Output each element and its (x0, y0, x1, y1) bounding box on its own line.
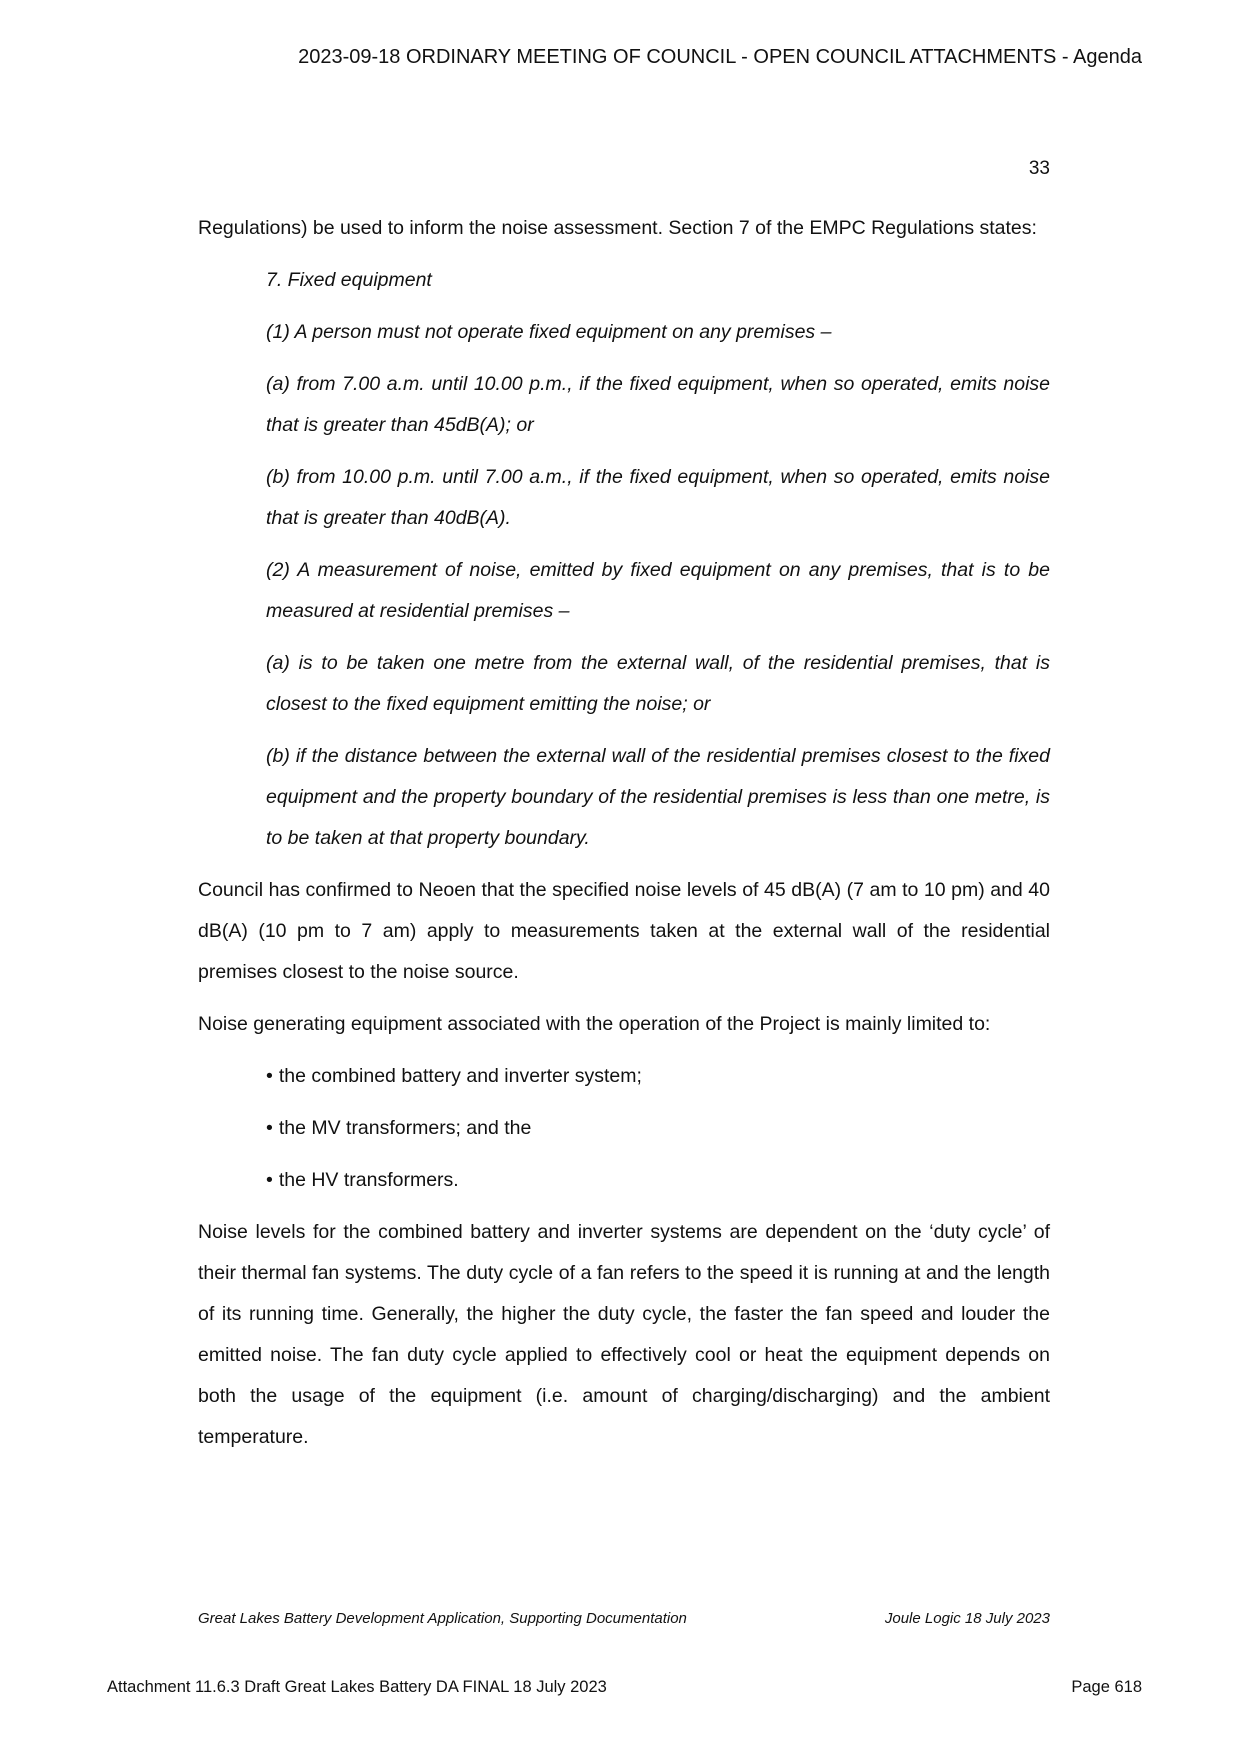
regulation-clause-1: (1) A person must not operate fixed equipment on any premises – (266, 321, 832, 343)
attachment-page-number: Page 618 (1071, 1678, 1142, 1696)
list-item-text: the MV transformers; and the (278, 1117, 532, 1139)
regulation-clause-2b: (b) if the distance between the external wall of the residential premises closest to the fixed equipment and the property boundary of the residential premises is less than one metre, is to be taken at that property boundary. (266, 745, 1050, 849)
bullet-icon: • (266, 1169, 273, 1191)
equipment-paragraph: Noise generating equipment associated with the operation of the Project is mainly limited to: (198, 1013, 991, 1035)
regulation-title: 7. Fixed equipment (266, 269, 432, 291)
list-item (266, 1108, 1050, 1149)
document-body (198, 208, 1050, 1469)
bullet-icon: • (266, 1065, 273, 1087)
regulation-clause-1b: (b) from 10.00 p.m. until 7.00 a.m., if the fixed equipment, when so operated, emits noise that is greater than 40dB(A). (266, 466, 1050, 529)
list-item-text: the HV transformers. (278, 1169, 459, 1191)
document-footer-title: Great Lakes Battery Development Application, Supporting Documentation (198, 1610, 687, 1627)
bullet-icon: • (266, 1117, 273, 1139)
document-footer-author-date: Joule Logic 18 July 2023 (884, 1610, 1050, 1627)
council-paragraph: Council has confirmed to Neoen that the specified noise levels of 45 dB(A) (7 am to 10 pm) and 40 dB(A) (10 pm to 7 am) apply to measurements taken at the external wall of the residential premises closest to the noise source. (198, 879, 1050, 983)
list-item-text: the combined battery and inverter system; (278, 1065, 642, 1087)
regulation-clause-1a: (a) from 7.00 a.m. until 10.00 p.m., if the fixed equipment, when so operated, emits noise that is greater than 45dB(A); or (266, 373, 1050, 436)
regulation-clause-2: (2) A measurement of noise, emitted by fixed equipment on any premises, that is to be measured at residential premises – (266, 559, 1050, 622)
page-number: 33 (1028, 158, 1050, 179)
equipment-list (266, 1056, 1050, 1201)
list-item (266, 1160, 1050, 1201)
agenda-header: 2023-09-18 ORDINARY MEETING OF COUNCIL - OPEN COUNCIL ATTACHMENTS - Agenda (298, 46, 1142, 68)
duty-cycle-paragraph: Noise levels for the combined battery and inverter systems are dependent on the ‘duty cycle’ of their thermal fan systems. The duty cycle of a fan refers to the speed it is running at and the length of its running time. Generally, the higher the duty cycle, the faster the fan speed and louder the emitted noise. The fan duty cycle applied to effectively cool or heat the equipment depends on both the usage of the equipment (i.e. amount of charging/discharging) and the ambient temperature. (198, 1221, 1050, 1448)
attachment-footer-label: Attachment 11.6.3 Draft Great Lakes Battery DA FINAL 18 July 2023 (107, 1678, 607, 1696)
list-item (266, 1056, 1050, 1097)
intro-paragraph: Regulations) be used to inform the noise assessment. Section 7 of the EMPC Regulations states: (198, 217, 1037, 239)
regulation-clause-2a: (a) is to be taken one metre from the external wall, of the residential premises, that is closest to the fixed equipment emitting the noise; or (266, 652, 1050, 715)
